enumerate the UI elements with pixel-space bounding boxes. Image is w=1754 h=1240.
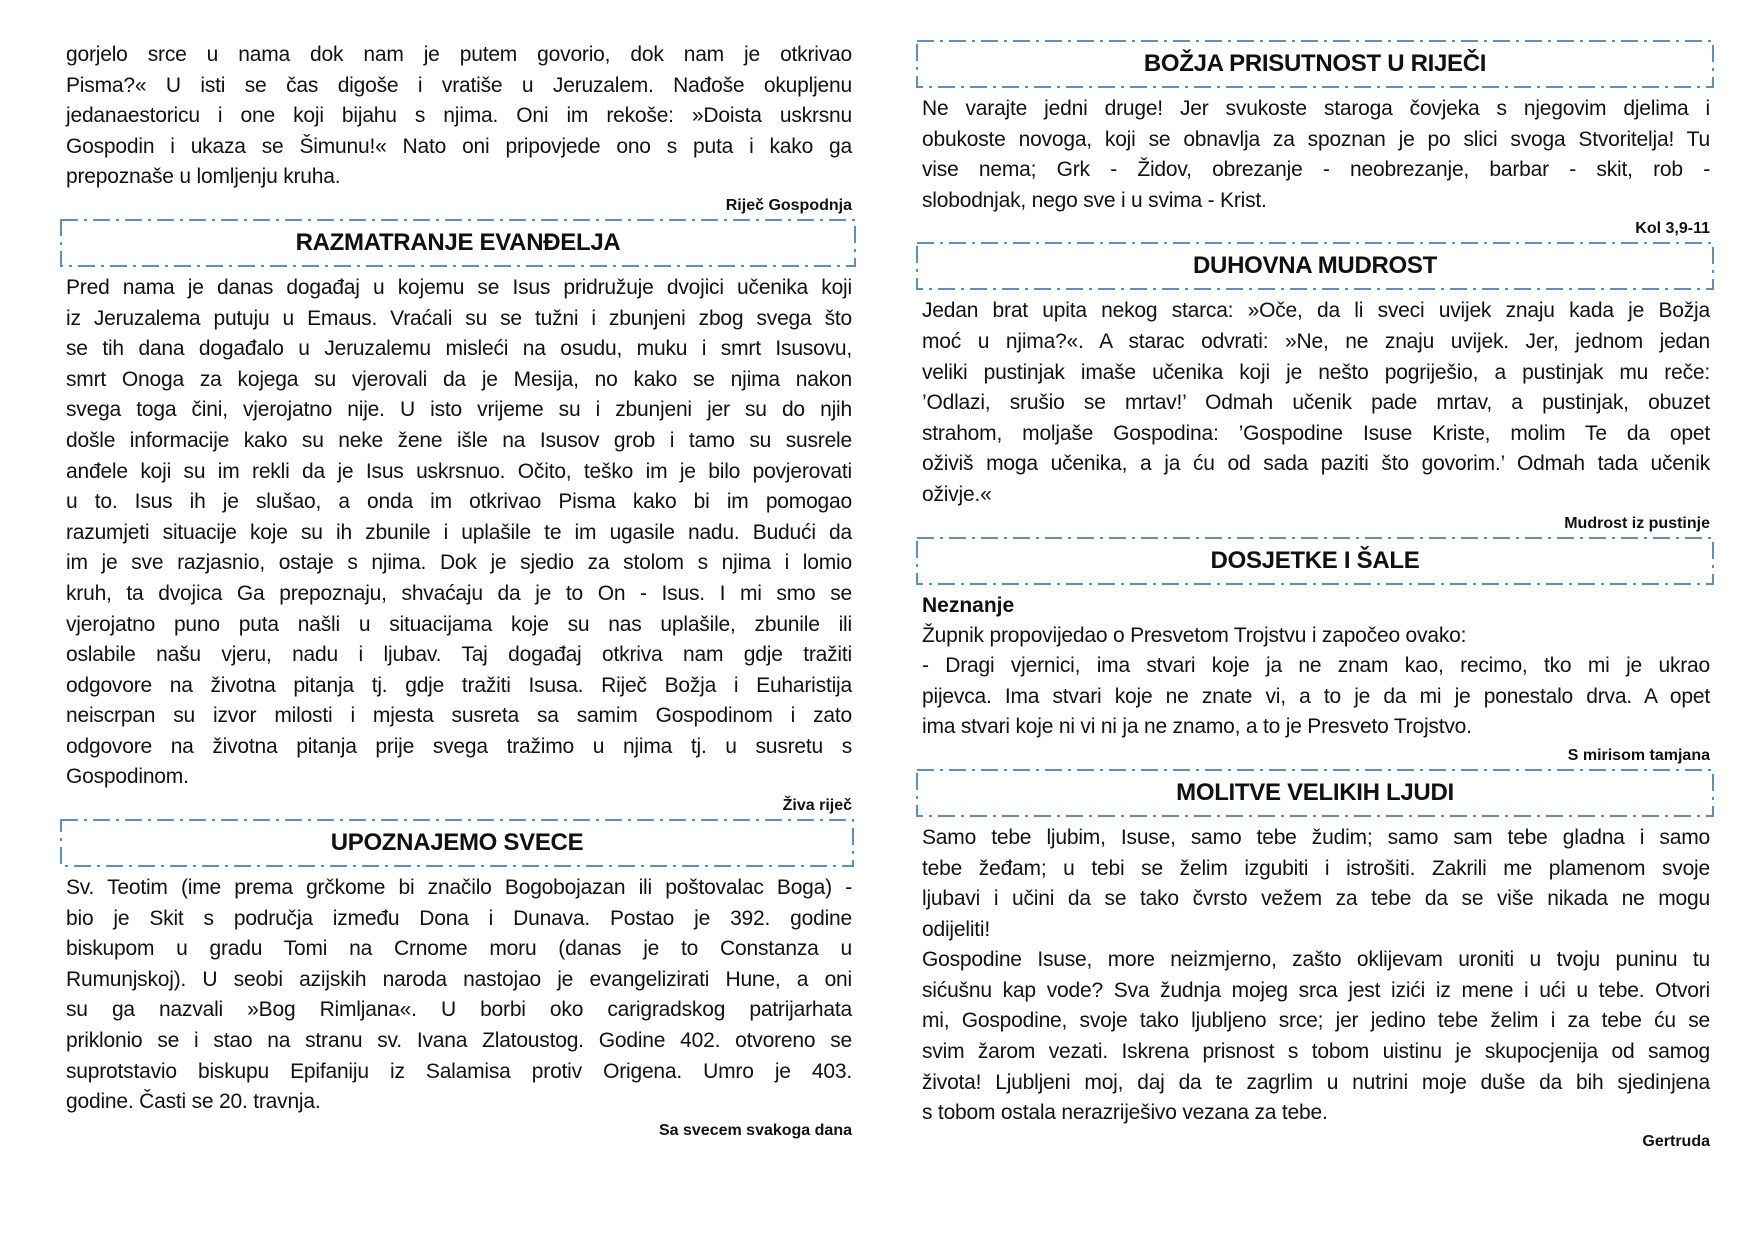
text-line: oslabile našu vjeru, nadu i ljubav. Taj događaj otkriva nam gdje tražiti: [66, 643, 852, 667]
text-line: kruh, ta dvojica Ga prepoznaju, shvaćaju da je to On - Isus. I mi smo se: [66, 581, 852, 605]
text-line: tebe žeđam; u tebi se želim izgubiti i istrošiti. Zakrili me plamenom svoje: [922, 856, 1710, 880]
text-line: bio je Skit s područja između Dona i Dunava. Postao je 392. godine: [66, 906, 852, 930]
text-line: obukoste novoga, koji se obnavlja za spoznan je po slici svoga Stvoritelja! Tu: [922, 127, 1710, 151]
text-line: Sv. Teotim (ime prema grčkome bi značilo Bogobojazan ili poštovalac Boga) -: [66, 876, 852, 900]
text-line: im je sve razjasnio, ostaje s njima. Dok je sjedio za stolom s njima i lomio: [66, 551, 852, 575]
text-line: Samo tebe ljubim, Isuse, samo tebe žudim; samo sam tebe gladna i samo: [922, 825, 1710, 849]
intro-paragraph: [66, 40, 852, 193]
text-line: slobodnjak, nego sve i u svima - Krist.: [922, 188, 1267, 212]
molitve-paragraph: [922, 823, 1710, 1129]
source-gertruda: Gertruda: [1642, 1132, 1710, 1150]
text-line: moć u njima?«. A starac odvrati: »Ne, ne znaju uvijek. Jer, jednom jedan: [922, 329, 1710, 353]
section-header-molitve: [916, 769, 1714, 817]
text-line: svega toga čini, vjerojatno nije. U isto vrijeme su i zbunjeni jer su do njih: [66, 398, 852, 422]
text-line: u to. Isus ih je slušao, a onda im otkrivao Pisma kako bi im pomogao: [66, 490, 852, 514]
right-column: [922, 40, 1710, 1155]
text-line: ’Odlazi, srušio se mrtav!’ Odmah učenik pade mrtav, a pustinjak, obuzet: [922, 391, 1710, 415]
razmatranje-paragraph: [66, 273, 852, 793]
text-line: vjerojatno puno puta našli u situacijama koje su nas uplašile, zbunile ili: [66, 612, 852, 636]
text-line: mi, Gospodine, svoje tako ljubljeno srce; jer jedino tebe želim i za tebe ću se: [922, 1009, 1710, 1033]
section-title: MOLITVE VELIKIH LJUDI: [1176, 778, 1454, 806]
text-line: veliki pustinjak imaše učenika koji je nešto pogriješio, a pustinjak mu reče:: [922, 360, 1710, 384]
prisutnost-paragraph: [922, 94, 1710, 216]
section-header-dosjetke: [916, 537, 1714, 585]
text-line: Župnik propovijedao o Presvetom Trojstvu i započeo ovako:: [922, 623, 1467, 647]
joke-title: Neznanje: [922, 593, 1015, 617]
source-sa-svecem: Sa svecem svakoga dana: [658, 1121, 852, 1139]
text-line: Rumunjskoj). U seobi azijskih naroda nastojao je evangelizirati Hune, a oni: [66, 967, 852, 991]
text-line: strahom, moljaše Gospodina: ’Gospodine Isuse Kriste, molim Te da opet: [922, 421, 1710, 445]
svece-paragraph: [66, 873, 852, 1118]
source-ziva-rijec: Živa riječ: [782, 797, 852, 815]
text-line: Gospodinom.: [66, 765, 189, 789]
text-line: života! Ljubljeni moj, daj da te zagrlim u nutrini moje duše da bih sjedinjena: [922, 1070, 1710, 1094]
dosjetke-paragraph: [922, 621, 1710, 743]
text-line: Pisma?« U isti se čas digoše i vratiše u Jeruzalem. Nađoše okupljenu: [66, 73, 852, 97]
text-line: razumjeti situacije koje su ih zbunile i uplašile te im ugasile nadu. Budući da: [66, 520, 852, 544]
text-line: sićušnu kap vode? Sva žudnja mojeg srca jest izići iz mene i ući u tebe. Otvori: [922, 978, 1710, 1002]
text-line: odgovore na životna pitanja prije svega tražimo u njima tj. u susretu s: [66, 734, 852, 758]
text-line: Gospodin i ukaza se Šimunu!« Nato oni pripovjede ono s puta i kako ga: [66, 134, 852, 158]
section-header-upoznajemo-svece: [60, 819, 854, 867]
source-mudrost-iz-pustinje: Mudrost iz pustinje: [1564, 514, 1710, 532]
section-header-razmatranje: [60, 219, 856, 267]
text-line: odgovore na životna pitanja tj. gdje tražiti Isusa. Riječ Božja i Euharistija: [66, 673, 852, 697]
section-title: DOSJETKE I ŠALE: [1210, 546, 1420, 574]
text-line: s tobom ostala nerazriješivo vezana za tebe.: [922, 1101, 1328, 1125]
text-line: se tih dana događalo u Jeruzalemu misleći na osudu, muku i smrt Isusovu,: [66, 337, 852, 361]
text-line: biskupom u gradu Tomi na Crnome moru (danas je to Constanza u: [66, 937, 852, 961]
source-kol: Kol 3,9-11: [1635, 220, 1710, 238]
text-line: - Dragi vjernici, ima stvari koje ja ne znam kao, recimo, tko mi je ukrao: [922, 654, 1710, 678]
text-line: smrt Onoga za kojega su vjerovali da je Mesija, no kako se njima nakon: [66, 367, 852, 391]
text-line: anđele koji su im rekli da je Isus uskrsnuo. Očito, teško im je bilo povjerovati: [66, 459, 852, 483]
text-line: svim žarom vezati. Iskrena prisnost s tobom uistinu je skupocjenija od samog: [922, 1040, 1710, 1064]
text-line: prepoznaše u lomljenju kruha.: [66, 165, 341, 189]
section-title: RAZMATRANJE EVANĐELJA: [295, 228, 621, 256]
text-line: Pred nama je danas događaj u kojemu se Isus pridružuje dvojici učenika koji: [66, 275, 852, 299]
text-line: odijeliti!: [922, 917, 991, 941]
text-line: ljubavi i učini da se tako čvrsto vežem za tebe da se više nikada ne mogu: [922, 887, 1710, 911]
text-line: oživiš moga učenika, a ja ću od sada paziti što govorim.’ Odmah tada učenik: [922, 452, 1710, 476]
text-line: su ga nazvali »Bog Rimljana«. U borbi oko carigradskog patrijarhata: [66, 998, 852, 1022]
section-header-bozja-prisutnost: [916, 40, 1714, 88]
text-line: godine. Časti se 20. travnja.: [66, 1090, 321, 1114]
section-header-duhovna-mudrost: [916, 242, 1714, 290]
left-column: [66, 40, 852, 1144]
section-title: DUHOVNA MUDROST: [1193, 252, 1437, 280]
text-line: vise nema; Grk - Židov, obrezanje - neobrezanje, barbar - skit, rob -: [922, 158, 1710, 182]
source-rijec-gospodnja: Riječ Gospodnja: [725, 196, 852, 214]
text-line: jedanaestoricu i one koji bijahu s njima. Oni im rekoše: »Doista uskrsnu: [66, 104, 852, 128]
text-line: priklonio se i stao na stranu sv. Ivana Zlatoustog. Godine 402. otvoreno se: [66, 1029, 852, 1053]
text-line: Ne varajte jedni druge! Jer svukoste staroga čovjeka s njegovim djelima i: [922, 97, 1710, 120]
source-s-mirisom-tamjana: S mirisom tamjana: [1567, 746, 1710, 764]
text-line: došle informacije kako su neke žene išle na Isusov grob i tamo su susrele: [66, 428, 852, 452]
text-line: pijevca. Ima stvari koje ne znate vi, a to je da mi je ponestalo drva. A opet: [922, 684, 1710, 708]
text-line: gorjelo srce u nama dok nam je putem govorio, dok nam je otkrivao: [66, 43, 852, 66]
text-line: Jedan brat upita nekog starca: »Oče, da li sveci uvijek znaju kada je Božja: [922, 299, 1710, 323]
text-line: oživje.«: [922, 482, 992, 506]
mudrost-paragraph: [922, 296, 1710, 510]
text-line: ima stvari koje ni vi ni ja ne znamo, a to je Presveto Trojstvo.: [922, 715, 1472, 739]
text-line: neiscrpan su izvor milosti i mjesta susreta sa samim Gospodinom i zato: [66, 704, 852, 728]
text-line: iz Jeruzalema putuju u Emaus. Vraćali su se tužni i zbunjeni zbog svega što: [66, 306, 852, 330]
text-line: suprotstavio biskupu Epifaniju iz Salamisa protiv Origena. Umro je 403.: [66, 1059, 852, 1083]
text-line: Gospodine Isuse, more neizmjerno, zašto oklijevam uroniti u tvoju puninu tu: [922, 948, 1710, 972]
section-title: UPOZNAJEMO SVECE: [330, 829, 584, 857]
section-title: BOŽJA PRISUTNOST U RIJEČI: [1143, 50, 1487, 77]
